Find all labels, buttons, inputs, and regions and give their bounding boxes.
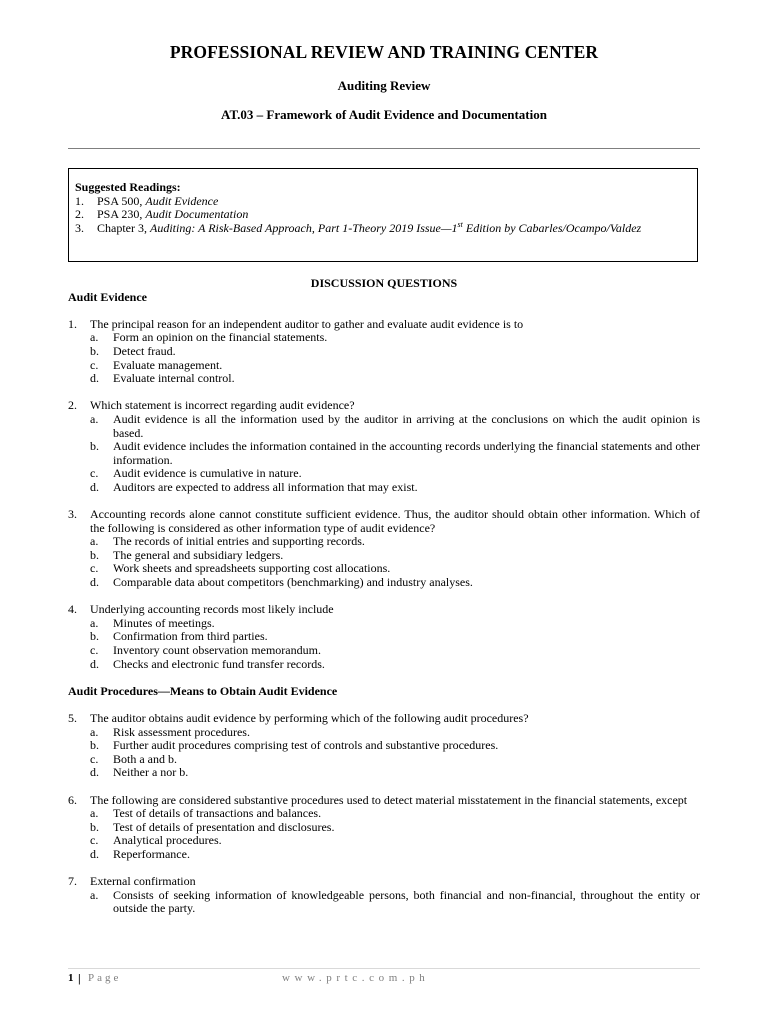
question <box>68 318 700 332</box>
reading-title: Auditing: A Risk-Based Approach, Part 1-Theory 2019 Issue—1 <box>150 220 458 235</box>
option-text: Work sheets and spreadsheets supporting cost allocations. <box>113 561 391 576</box>
header-divider <box>68 148 700 149</box>
reading-number: 1. <box>75 193 84 208</box>
option-text: Form an opinion on the financial statements. <box>113 330 328 345</box>
reading-source: Chapter 3, <box>97 220 150 235</box>
answer-option <box>90 562 700 576</box>
reading-text <box>97 195 691 209</box>
reading-authors: Edition by Cabarles/Ocampo/Valdez <box>462 220 642 235</box>
suggested-readings-heading: Suggested Readings: <box>75 180 181 194</box>
suggested-readings-box <box>68 168 698 262</box>
reading-text <box>97 208 691 222</box>
option-letter: d. <box>90 846 99 861</box>
option-letter: d. <box>90 765 99 780</box>
option-text: Inventory count observation memorandum. <box>113 643 321 658</box>
question-text: The following are considered substantive procedures used to detect material misstatement in the financial statements, except <box>90 792 688 807</box>
footer-divider <box>68 968 700 969</box>
answer-option <box>90 372 700 386</box>
option-letter: a. <box>90 887 99 902</box>
option-letter: c. <box>90 643 99 658</box>
question <box>68 508 700 535</box>
option-letter: c. <box>90 561 99 576</box>
website-link[interactable]: www.prtc.com.ph <box>282 972 430 984</box>
option-letter: c. <box>90 466 99 481</box>
answer-option <box>90 549 700 563</box>
question-number: 7. <box>68 874 77 889</box>
option-text: Confirmation from third parties. <box>113 629 268 644</box>
questions-content <box>68 277 700 916</box>
answer-option <box>90 331 700 345</box>
document-subtitle: Auditing Review <box>337 78 431 93</box>
option-text: Consists of seeking information of knowledgeable persons, both financial and non-financial, throughout the entity or outside the party. <box>113 887 700 916</box>
answer-option <box>90 739 700 753</box>
option-text: Audit evidence includes the information contained in the accounting records underlying the financial statements and other information. <box>113 439 700 467</box>
answer-option <box>90 834 700 848</box>
reading-title: Audit Documentation <box>145 207 249 222</box>
question-number: 5. <box>68 711 77 725</box>
option-letter: b. <box>90 819 99 834</box>
option-text: Detect fraud. <box>113 343 176 358</box>
section-heading: Audit Procedures—Means to Obtain Audit Evidence <box>68 683 338 698</box>
answer-option <box>90 440 700 467</box>
reading-item <box>75 219 691 236</box>
answer-option <box>90 467 700 481</box>
answer-option <box>90 821 700 835</box>
question <box>68 399 700 413</box>
question <box>68 794 700 808</box>
option-letter: b. <box>90 547 99 562</box>
answer-option <box>90 753 700 767</box>
module-title: AT.03 – Framework of Audit Evidence and Documentation <box>221 107 547 122</box>
discussion-questions-heading: DISCUSSION QUESTIONS <box>310 276 458 290</box>
option-text: Comparable data about competitors (benchmarking) and industry analyses. <box>113 575 473 590</box>
answer-option <box>90 726 700 740</box>
question-number: 6. <box>68 792 77 807</box>
answer-option <box>90 630 700 644</box>
question-number: 1. <box>68 316 77 331</box>
option-letter: b. <box>90 629 99 644</box>
option-letter: d. <box>90 575 99 590</box>
reading-text <box>97 219 691 236</box>
question-text: The principal reason for an independent auditor to gather and evaluate audit evidence is to <box>90 316 524 331</box>
option-letter: c. <box>90 833 99 848</box>
option-letter: b. <box>90 343 99 358</box>
option-text: Reperformance. <box>113 846 190 861</box>
question-number: 4. <box>68 602 77 617</box>
answer-option <box>90 535 700 549</box>
document-title: PROFESSIONAL REVIEW AND TRAINING CENTER <box>169 42 599 62</box>
page-number: 1 <box>68 972 74 984</box>
answer-option <box>90 658 700 672</box>
option-letter: d. <box>90 371 99 386</box>
answer-option <box>90 345 700 359</box>
answer-option <box>90 807 700 821</box>
reading-title: Audit Evidence <box>145 193 219 208</box>
answer-option <box>90 576 700 590</box>
question-text: Accounting records alone cannot constitute sufficient evidence. Thus, the auditor should obtain other information. Which of the following is considered as other information type of audit evidence? <box>90 507 700 535</box>
reading-number: 3. <box>75 220 84 235</box>
option-letter: a. <box>90 534 99 549</box>
option-text: The general and subsidiary ledgers. <box>113 547 284 562</box>
reading-item <box>75 208 691 222</box>
option-text: Test of details of transactions and balances. <box>113 806 322 821</box>
section-heading: Audit Evidence <box>68 289 148 304</box>
option-letter: b. <box>90 738 99 753</box>
reading-item <box>75 195 691 209</box>
answer-option <box>90 766 700 780</box>
question-text: Which statement is incorrect regarding audit evidence? <box>90 398 355 413</box>
option-text: Analytical procedures. <box>113 833 222 848</box>
option-text: Checks and electronic fund transfer records. <box>113 656 325 671</box>
answer-option <box>90 848 700 862</box>
option-text: Test of details of presentation and disclosures. <box>113 819 335 834</box>
option-letter: c. <box>90 357 99 372</box>
answer-option <box>90 481 700 495</box>
answer-option <box>90 889 700 916</box>
page-label: Page <box>88 972 122 984</box>
answer-option <box>90 644 700 658</box>
question <box>68 603 700 617</box>
option-text: Evaluate management. <box>113 357 223 372</box>
option-text: Audit evidence is cumulative in nature. <box>113 466 302 481</box>
reading-source: PSA 500, <box>97 193 146 208</box>
option-letter: a. <box>90 411 99 426</box>
answer-option <box>90 617 700 631</box>
option-text: Auditors are expected to address all information that may exist. <box>113 479 418 494</box>
option-letter: a. <box>90 615 99 630</box>
option-text: Further audit procedures comprising test of controls and substantive procedures. <box>113 738 499 753</box>
option-letter: b. <box>90 439 99 454</box>
option-letter: d. <box>90 479 99 494</box>
question <box>68 875 700 889</box>
question-text: External confirmation <box>90 874 196 889</box>
question-number: 3. <box>68 507 77 522</box>
question <box>68 712 700 726</box>
option-text: The records of initial entries and supporting records. <box>113 534 365 549</box>
answer-option <box>90 413 700 440</box>
option-text: Risk assessment procedures. <box>113 724 250 739</box>
option-text: Neither a nor b. <box>113 765 189 780</box>
sections-container <box>68 291 700 916</box>
option-text: Minutes of meetings. <box>113 615 215 630</box>
question-number: 2. <box>68 398 77 413</box>
answer-option <box>90 359 700 373</box>
page-footer <box>68 972 700 986</box>
option-text: Evaluate internal control. <box>113 371 235 386</box>
option-letter: a. <box>90 330 99 345</box>
option-letter: d. <box>90 656 99 671</box>
option-text: Audit evidence is all the information used by the auditor in arriving at the conclusions on which the audit opinion is based. <box>113 411 700 440</box>
page-separator: | <box>78 971 81 985</box>
question-text: The auditor obtains audit evidence by performing which of the following audit procedures? <box>90 711 529 725</box>
option-letter: c. <box>90 751 99 766</box>
reading-number: 2. <box>75 207 84 222</box>
option-text: Both a and b. <box>113 751 177 766</box>
reading-source: PSA 230, <box>97 207 146 222</box>
option-letter: a. <box>90 724 99 739</box>
question-text: Underlying accounting records most likely include <box>90 602 334 617</box>
reading-superscript: st <box>457 219 463 229</box>
option-letter: a. <box>90 806 99 821</box>
